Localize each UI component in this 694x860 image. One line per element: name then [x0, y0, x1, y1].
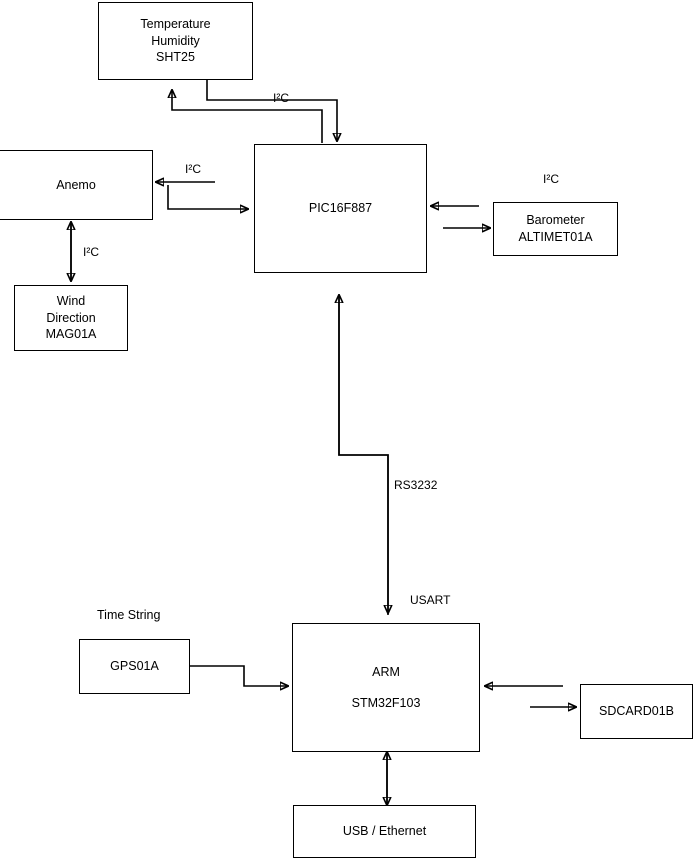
- node-arm-line-2: STM32F103: [351, 695, 421, 710]
- node-barometer-line-0: Barometer: [526, 213, 585, 228]
- node-anemo-line-0: Anemo: [56, 177, 96, 192]
- node-arm-line-0: ARM: [372, 664, 400, 679]
- edge-label-time-string: Time String: [97, 608, 161, 622]
- edge-label-i2c-sht25: I²C: [273, 91, 289, 105]
- edge-label-i2c-barometer: I²C: [543, 172, 559, 186]
- node-sdcard01b-line-0: SDCARD01B: [598, 704, 675, 719]
- node-sht25-line-1: Humidity: [151, 33, 200, 48]
- node-mag01a[interactable]: [14, 285, 128, 351]
- edge-label-i2c-mag01a: I²C: [83, 245, 99, 259]
- node-pic16f887-line-0: PIC16F887: [308, 201, 373, 216]
- node-sht25-line-2: SHT25: [156, 50, 195, 65]
- node-sht25-line-0: Temperature: [140, 16, 211, 31]
- node-arm-stm32f103[interactable]: [292, 623, 480, 752]
- edge-label-usart: USART: [410, 593, 451, 607]
- node-barometer-line-1: ALTIMET01A: [518, 230, 593, 244]
- node-gps01a[interactable]: [79, 639, 190, 694]
- node-barometer[interactable]: [493, 202, 618, 256]
- node-mag01a-line-0: Wind: [56, 293, 86, 308]
- node-pic16f887[interactable]: [254, 144, 427, 273]
- node-mag01a-line-1: Direction: [46, 310, 96, 325]
- node-gps01a-line-0: GPS01A: [110, 659, 159, 674]
- node-mag01a-line-2: MAG01A: [45, 327, 97, 342]
- node-sdcard01b[interactable]: [580, 684, 693, 739]
- node-anemo[interactable]: [0, 150, 153, 220]
- edge-label-i2c-anemo: I²C: [185, 162, 201, 176]
- node-usb-ethernet-line-0: USB / Ethernet: [342, 824, 427, 839]
- node-sht25[interactable]: [98, 2, 253, 80]
- node-usb-ethernet[interactable]: [293, 805, 476, 858]
- edge-label-rs3232: RS3232: [394, 478, 438, 492]
